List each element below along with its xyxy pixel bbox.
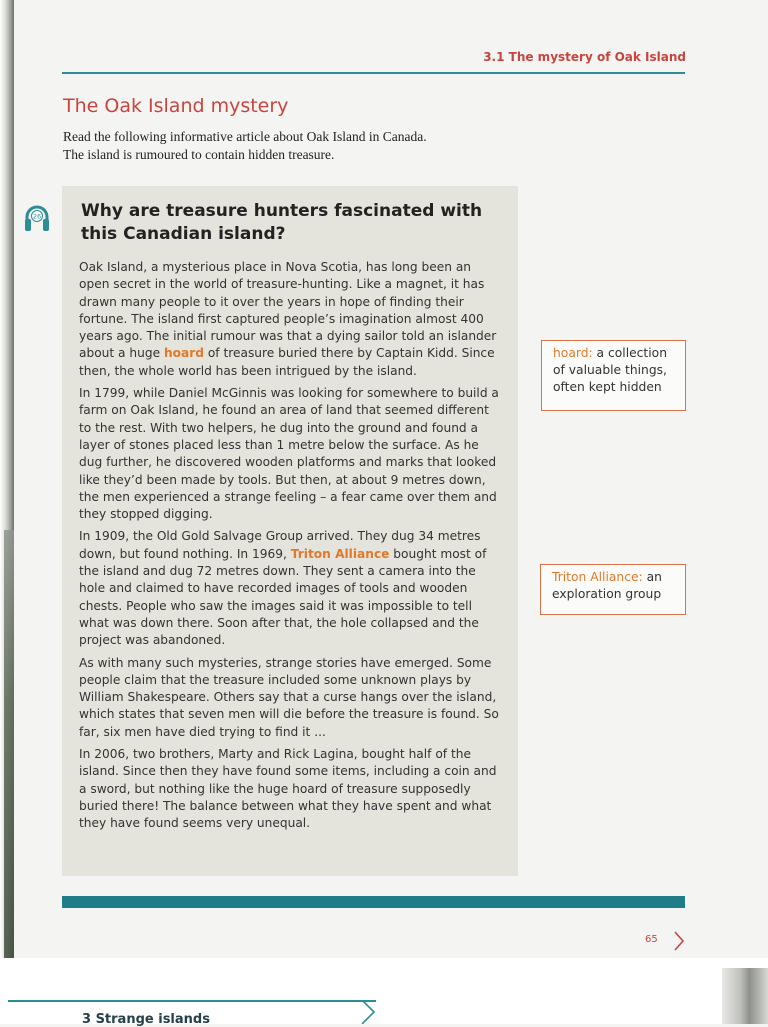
chevron-right-icon xyxy=(360,1000,384,1024)
glossary-box-triton xyxy=(540,564,686,615)
chevron-right-icon[interactable] xyxy=(672,930,686,952)
glossary-definition: a collection of valuable things, often kept hidden xyxy=(553,346,667,394)
intro-line-1: Read the following informative article about Oak Island in Canada. xyxy=(63,129,427,144)
intro-text xyxy=(63,128,583,164)
section-title: The Oak Island mystery xyxy=(63,95,289,117)
next-page-chapter-title: 3 Strange islands xyxy=(82,1012,210,1027)
next-page-spine xyxy=(722,968,768,1024)
intro-line-2: The island is rumoured to contain hidden treasure. xyxy=(63,147,335,162)
glossary-term: hoard: xyxy=(553,346,593,360)
article-heading: Why are treasure hunters fascinated with this Canadian island? xyxy=(81,201,483,244)
book-spine-edge xyxy=(4,530,14,960)
running-head: 3.1 The mystery of Oak Island xyxy=(483,50,686,64)
article-body xyxy=(79,259,503,838)
page-number: 65 xyxy=(645,934,658,945)
glossary-box-hoard xyxy=(541,340,686,411)
footer-bar xyxy=(62,896,685,908)
glossary-term: Triton Alliance: xyxy=(552,570,643,584)
article-paragraph-3: In 1909, the Old Gold Salvage Group arrived. They dug 34 metres down, but found nothing. In 1969, Triton Alliance bought most of the island and dug 72 metres down. They sent a camera into the hole and claimed to have recorded images of tools and wooden chests. People who saw the images said it was impossible to tell what was down there. Soon after that, the hole collapsed and the project was abandoned. xyxy=(79,529,487,648)
next-page-header-rule xyxy=(8,1000,376,1002)
glossary-highlight-triton: Triton Alliance xyxy=(290,546,390,561)
audio-track-number: 26 xyxy=(32,212,42,221)
headphones-icon[interactable] xyxy=(24,204,50,234)
glossary-highlight-hoard: hoard xyxy=(163,346,204,361)
article-paragraph-5: In 2006, two brothers, Marty and Rick Lagina, bought half of the island. Since then they have found some items, including a coin and a sword, but nothing like the huge hoard of treasure supposedly buried there! The balance between what they have spent and what they have found seems very unequal. xyxy=(79,747,497,831)
header-rule xyxy=(62,72,685,74)
article-paragraph-4: As with many such mysteries, strange stories have emerged. Some people claim that the treasure included some unknown plays by William Shakespeare. Others say that a curse hangs over the island, which states that seven men will die before the treasure is found. So far, six men have died trying to find it ... xyxy=(79,655,499,739)
article-paragraph-2: In 1799, while Daniel McGinnis was looking for somewhere to build a farm on Oak Island, he found an area of land that seemed different to the rest. With two helpers, he dug into the ground and found a layer of stones placed less than 1 metre below the surface. As he dug further, he discovered wooden platforms and marks that looked like they’d been made by tools. But then, at about 9 metres down, the men experienced a strange feeling – a fear came over them and they stopped digging. xyxy=(79,386,499,522)
glossary-definition: an exploration group xyxy=(552,570,662,601)
article-paragraph-1: Oak Island, a mysterious place in Nova Scotia, has long been an open secret in the world of treasure-hunting. Like a magnet, it has drawn many people to it over the years in hope of finding their fortune. The island first captured people’s imagination almost 400 years ago. The initial rumour was that a dying sailor told an islander about a huge hoard of treasure buried there by Captain Kidd. Since then, the whole world has been intrigued by the island. xyxy=(79,260,497,378)
